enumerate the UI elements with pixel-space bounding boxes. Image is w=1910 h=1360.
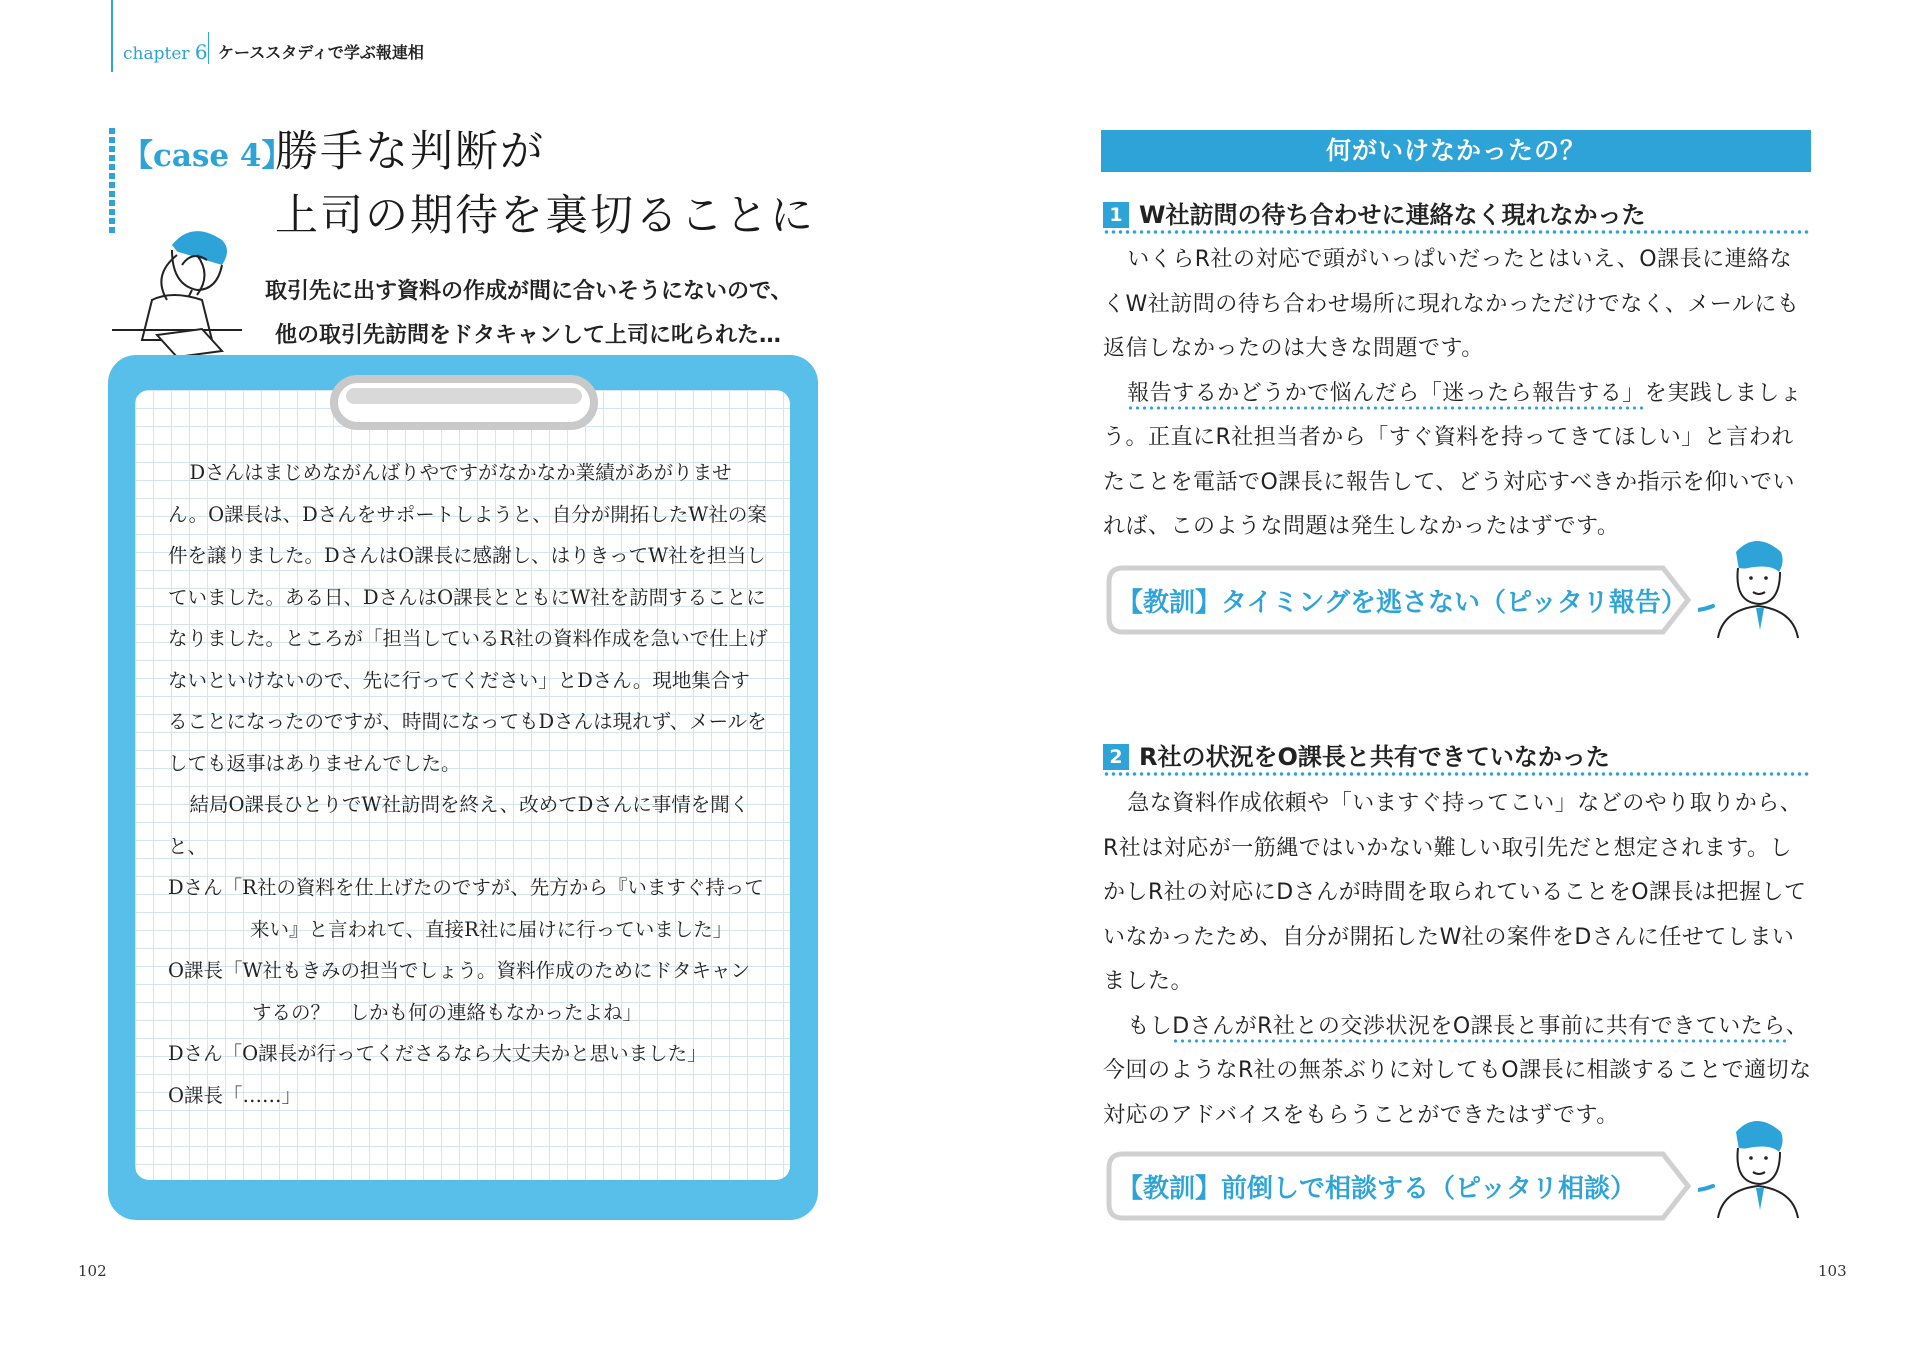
section1-underlined: 報告するかどうかで悩んだら「迷ったら報告する」 (1127, 381, 1645, 410)
lesson2-callout (1103, 1148, 1693, 1224)
dialogue-line: O課長「W社もきみの担当でしょう。資料作成のためにドタキャンするの？ しかも何の連絡もなかったよね」 (168, 959, 751, 1024)
dialogue-line: O課長「……」 (168, 1083, 301, 1107)
section2-paragraph2-rest: 、今回のようなR社の無茶ぶりに対してもO課長に相談することで適切な対応のアドバイスをもらうことができたはずです。 (1103, 1013, 1812, 1128)
intro-line1: 取引先に出す資料の作成が間に合いそうにないので、 (265, 279, 793, 304)
story-paragraph: 結局O課長ひとりでW社訪問を終え、改めてDさんに事情を聞くと、 (168, 793, 750, 858)
section1-dots (1103, 230, 1811, 234)
section-banner: 何がいけなかったの？ (1101, 130, 1811, 172)
case-title (275, 120, 815, 248)
section2-number: 2 (1103, 744, 1129, 770)
section1-paragraph1: いくらR社の対応で頭がいっぱいだったとはいえ、O課長に連絡なくW社訪問の待ち合わせ場所に現れなかっただけでなく、メールにも返信しなかったのは大きな問題です。 (1103, 247, 1800, 361)
section1-paragraph2-rest: を実践しましょう。正直にR社担当者から「すぐ資料を持ってきてほしい」と言われたことを電話でO課長に報告して、どう対応すべきか指示を仰いでいれば、このような問題は発生しなかったはずです。 (1103, 380, 1803, 539)
case-title-line2: 上司の期待を裏切ることに (275, 191, 815, 241)
story-paragraph: Dさんはまじめながんばりやですがなかなか業績があがりません。O課長は、Dさんをサポートしようと、自分が開拓したW社の案件を譲りました。DさんはO課長に感謝し、はりきってW社を担当していました。ある日、DさんはO課長とともにW社を訪問することになりました。ところが「担当しているR社の資料作成を急いで仕上げないといけないので、先に行ってください」とDさん。現地集合することになったのですが、時間になってもDさんは現れず、メールをしても返事はありませんでした。 (168, 461, 768, 775)
section1-paragraph2 (1103, 372, 1813, 550)
clipboard-clip-inner (346, 388, 582, 404)
businessman-illustration (1698, 530, 1808, 640)
chapter-title: ケーススタディで学ぶ報連相 (218, 43, 424, 62)
section1-heading-text: W社訪問の待ち合わせに連絡なく現れなかった (1139, 201, 1646, 229)
case-label: 【case 4】 (122, 138, 293, 174)
chapter-label (123, 40, 208, 64)
worried-man-illustration (112, 215, 242, 375)
chapter-number: 6 (194, 40, 208, 64)
chapter-divider (208, 32, 209, 64)
dialogue-line: Dさん「R社の資料を仕上げたのですが、先方から『いますぐ持って来い』と言われて、直接R社に届けに行っていました」 (168, 876, 764, 941)
lesson2-text: 【教訓】前倒しで相談する（ピッタリ相談） (1117, 1174, 1636, 1204)
section1-number: 1 (1103, 202, 1129, 228)
section1-body (1103, 238, 1813, 550)
intro-line2: 他の取引先訪問をドタキャンして上司に叱られた… (275, 323, 782, 348)
page-number-right: 103 (1818, 1262, 1847, 1280)
section2-paragraph2-prefix: もし (1127, 1013, 1173, 1039)
case-title-line1: 勝手な判断が (275, 127, 545, 177)
story-text (168, 452, 768, 1116)
chapter-word: chapter (123, 44, 190, 64)
section2-dots (1103, 772, 1811, 776)
lesson1-callout (1103, 562, 1693, 638)
section2-heading-text: R社の状況をO課長と共有できていなかった (1139, 743, 1610, 771)
dialogue-line: Dさん「O課長が行ってくださるなら大丈夫かと思いました」 (168, 1042, 707, 1065)
section2-paragraph1: 急な資料作成依頼や「いますぐ持ってこい」などのやり取りから、R社は対応が一筋縄ではいかない難しい取引先だと想定されます。しかしR社の対応にDさんが時間を取られていることをO課長は把握していなかったため、自分が開拓したW社の案件をDさんに任せてしまいました。 (1103, 791, 1807, 994)
lesson1-text: 【教訓】タイミングを逃さない（ピッタリ報告） (1117, 588, 1687, 618)
section2-underlined: DさんがR社との交渉状況をO課長と事前に共有できていたら (1172, 1014, 1786, 1043)
chapter-rule (111, 0, 113, 72)
page-number-left: 102 (78, 1262, 107, 1280)
section2-body (1103, 782, 1813, 1138)
businessman-illustration (1698, 1110, 1808, 1220)
case-intro (265, 270, 793, 358)
